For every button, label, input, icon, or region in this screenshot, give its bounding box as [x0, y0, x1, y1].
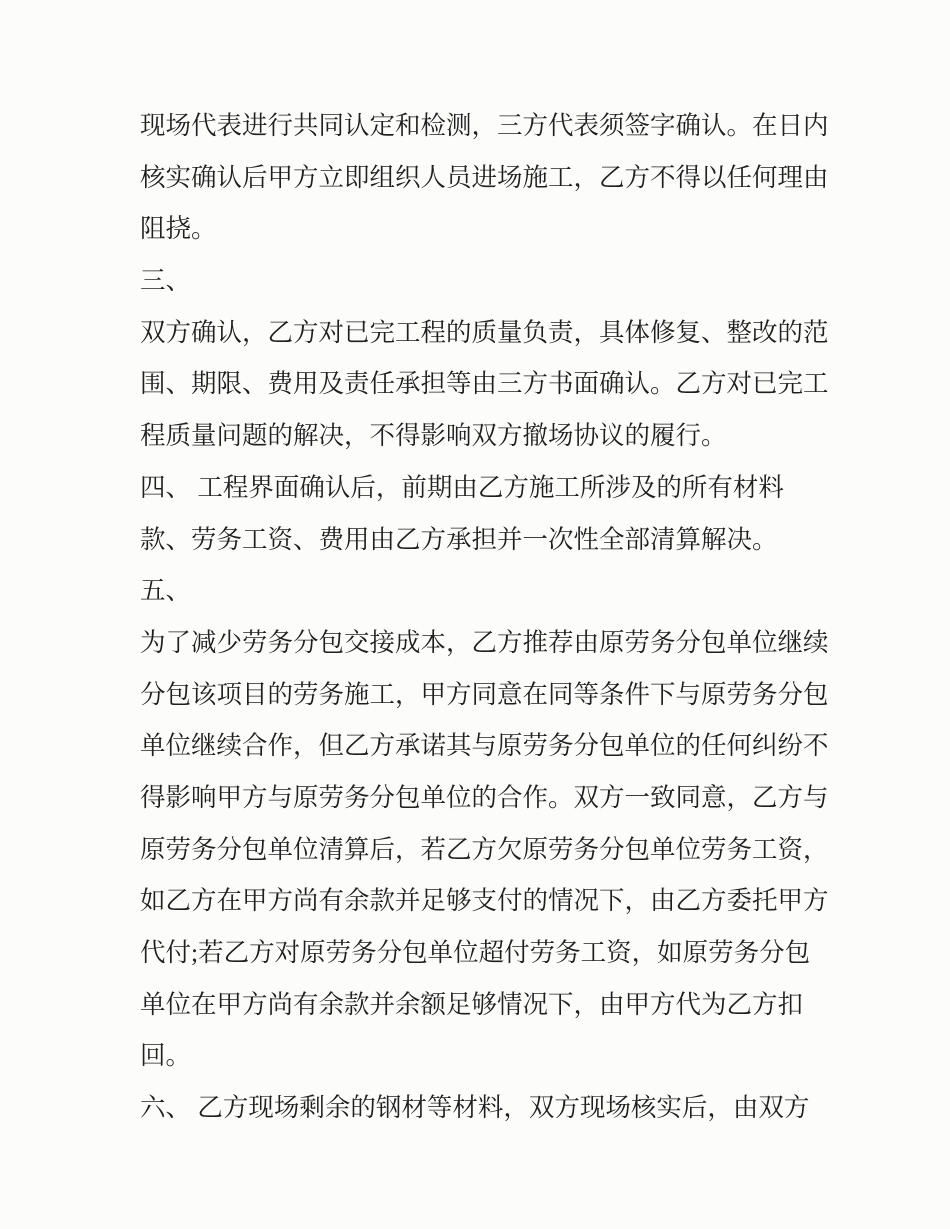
document-line: 阻挠。: [140, 214, 217, 244]
document-line: 如乙方在甲方尚有余款并足够支付的情况下，由乙方委托甲方: [140, 886, 829, 916]
document-line: 回。: [140, 1041, 192, 1071]
document-line: 代付;若乙方对原劳务分包单位超付劳务工资，如原劳务分包: [140, 938, 811, 967]
document-line: 得影响甲方与原劳务分包单位的合作。双方一致同意，乙方与: [140, 782, 829, 812]
document-line-clause-6: 六、 乙方现场剩余的钢材等材料，双方现场核实后，由双方: [140, 1093, 810, 1123]
document-line: 单位继续合作，但乙方承诺其与原劳务分包单位的任何纠纷不: [140, 731, 829, 761]
document-line: 原劳务分包单位清算后，若乙方欠原劳务分包单位劳务工资，: [140, 834, 829, 864]
document-line: 核实确认后甲方立即组织人员进场施工，乙方不得以任何理由: [140, 162, 829, 192]
document-line: 双方确认，乙方对已完工程的质量负责，具体修复、整改的范: [140, 317, 829, 347]
document-line: 程质量问题的解决，不得影响双方撤场协议的履行。: [140, 421, 727, 451]
document-line: 为了减少劳务分包交接成本，乙方推荐由原劳务分包单位继续: [140, 627, 829, 657]
document-line: 分包该项目的劳务施工，甲方同意在同等条件下与原劳务分包: [140, 679, 829, 709]
document-line: 围、期限、费用及责任承担等由三方书面确认。乙方对已完工: [140, 369, 829, 399]
document-line-clause-5: 五、: [140, 576, 192, 606]
document-text-block: [140, 100, 829, 1134]
document-line: 现场代表进行共同认定和检测，三方代表须签字确认。在日内: [140, 111, 829, 140]
document-line: 款、劳务工资、费用由乙方承担并一次性全部清算解决。: [140, 524, 778, 554]
document-line-clause-3: 三、: [140, 266, 192, 296]
document-line-clause-4: 四、 工程界面确认后，前期由乙方施工所涉及的所有材料: [140, 472, 784, 502]
document-line: 单位在甲方尚有余款并余额足够情况下，由甲方代为乙方扣: [140, 989, 804, 1019]
